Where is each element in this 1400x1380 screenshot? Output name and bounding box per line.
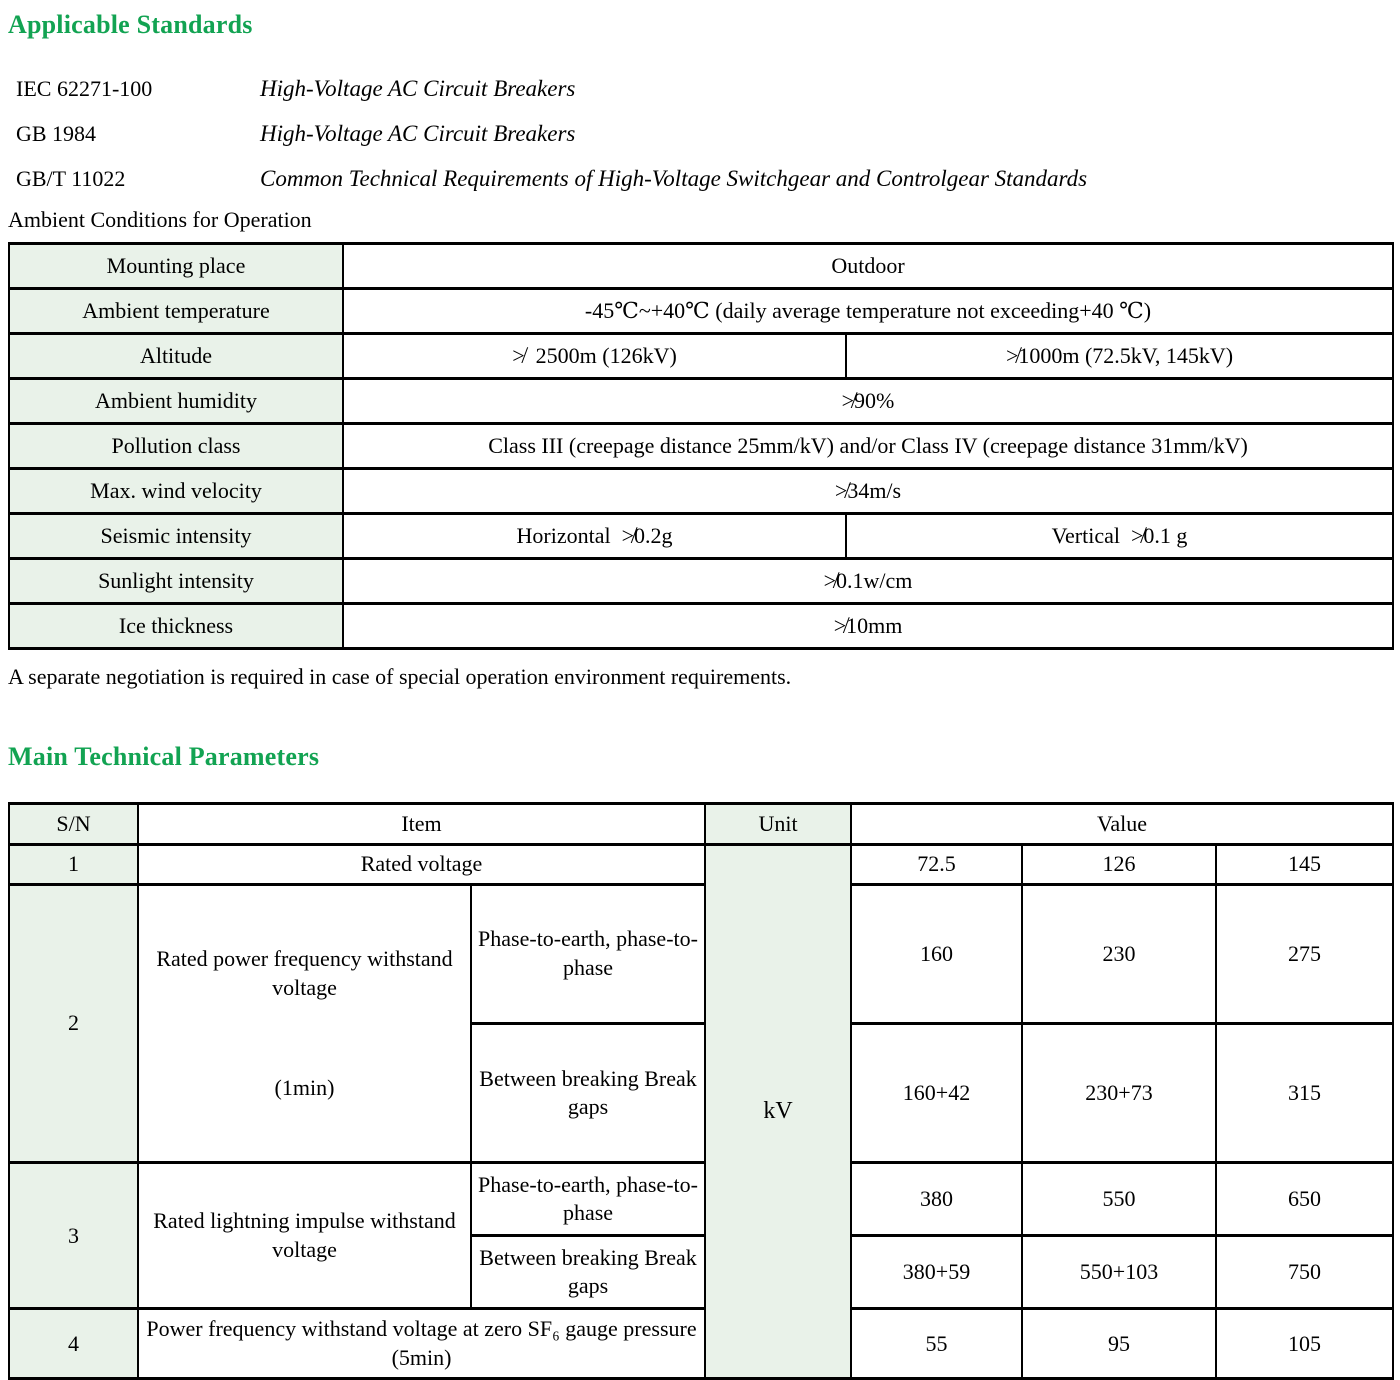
value-cell: 380+59 [851,1236,1022,1309]
value-header-cell: Value [851,804,1393,845]
ambient-conditions-table [8,242,1394,650]
item-header-cell: Item [138,804,705,845]
ambient-value-cell: ≯10mm [343,604,1393,649]
table-header-row [9,804,1393,845]
ambient-label-cell: Ambient humidity [9,379,343,424]
ambient-value-cell: ≯34m/s [343,469,1393,514]
item-cell [138,885,471,1163]
ambient-label-cell: Ice thickness [9,604,343,649]
sn-cell: 3 [9,1163,138,1309]
sub-item-cell: Phase-to-earth, phase-to-phase [471,1163,705,1236]
table-row [9,289,1393,334]
table-row [9,334,1393,379]
sn-cell: 4 [9,1309,138,1379]
item-cell: Power frequency withstand voltage at zero SF₆ gauge pressure (5min) [138,1309,705,1379]
ambient-label-cell: Max. wind velocity [9,469,343,514]
table-row [9,1309,1393,1379]
standard-title: High-Voltage AC Circuit Breakers [260,120,576,146]
item-cell: Rated lightning impulse withstand voltage [138,1163,471,1309]
ambient-conditions-subtitle: Ambient Conditions for Operation [8,207,312,232]
table-row [9,1163,1393,1236]
table-row [9,845,1393,885]
value-cell: 145 [1216,845,1393,885]
sub-item-cell: Between breaking Break gaps [471,1236,705,1309]
ambient-value-cell: -45℃~+40℃ (daily average temperature not exceeding+40 ℃) [343,289,1393,334]
sn-cell: 2 [9,885,138,1163]
value-cell: 275 [1216,885,1393,1024]
standard-row [8,156,1392,201]
standards-list [8,66,1392,201]
sub-item-cell: Phase-to-earth, phase-to-phase [471,885,705,1024]
ambient-value-cell: Class III (creepage distance 25mm/kV) and/or Class IV (creepage distance 31mm/kV) [343,424,1393,469]
ambient-value-cell: ≯90% [343,379,1393,424]
unit-header-cell: Unit [705,804,851,845]
ambient-label-cell: Pollution class [9,424,343,469]
standard-row [8,66,1392,111]
ambient-value-cell: ≯1000m (72.5kV, 145kV) [846,334,1393,379]
unit-cell: kV [705,845,851,1379]
standard-code: GB/T 11022 [16,165,126,191]
ambient-value-cell: ≯ 2500m (126kV) [343,334,846,379]
heading-main-technical-parameters: Main Technical Parameters [8,742,320,771]
ambient-value-cell: Vertical ≯0.1 g [846,514,1393,559]
ambient-value-cell: Horizontal ≯0.2g [343,514,846,559]
heading-applicable-standards: Applicable Standards [8,10,253,39]
value-cell: 55 [851,1309,1022,1379]
value-cell: 550 [1022,1163,1216,1236]
value-cell: 72.5 [851,845,1022,885]
value-cell: 650 [1216,1163,1393,1236]
ambient-label-cell: Altitude [9,334,343,379]
table-row [9,379,1393,424]
value-cell: 750 [1216,1236,1393,1309]
table-row [9,604,1393,649]
value-cell: 160 [851,885,1022,1024]
ambient-label-cell: Ambient temperature [9,289,343,334]
value-cell: 550+103 [1022,1236,1216,1309]
value-cell: 105 [1216,1309,1393,1379]
table-row [9,559,1393,604]
value-cell: 126 [1022,845,1216,885]
ambient-label-cell: Seismic intensity [9,514,343,559]
value-cell: 95 [1022,1309,1216,1379]
standard-title: Common Technical Requirements of High-Voltage Switchgear and Controlgear Standards [260,165,1088,191]
table-row [9,514,1393,559]
item-text-line2: (1min) [274,1074,335,1100]
ambient-value-cell: ≯0.1w/cm [343,559,1393,604]
standard-code: IEC 62271-100 [16,75,153,101]
sn-header-cell: S/N [9,804,138,845]
item-text-line1: Rated power frequency withstand voltage [156,946,459,1000]
value-cell: 160+42 [851,1024,1022,1163]
table-row [9,244,1393,289]
ambient-label-cell: Mounting place [9,244,343,289]
note-text: A separate negotiation is required in case of special operation environment requirements. [8,664,792,689]
table-row [9,424,1393,469]
sn-cell: 1 [9,845,138,885]
table-row [9,469,1393,514]
standard-row [8,111,1392,156]
standard-title: High-Voltage AC Circuit Breakers [260,75,576,101]
main-technical-parameters-table [8,802,1394,1380]
value-cell: 230+73 [1022,1024,1216,1163]
value-cell: 230 [1022,885,1216,1024]
standard-code: GB 1984 [16,120,97,146]
table-row [9,885,1393,1024]
value-cell: 380 [851,1163,1022,1236]
ambient-value-cell: Outdoor [343,244,1393,289]
item-cell: Rated voltage [138,845,705,885]
value-cell: 315 [1216,1024,1393,1163]
ambient-label-cell: Sunlight intensity [9,559,343,604]
sub-item-cell: Between breaking Break gaps [471,1024,705,1163]
